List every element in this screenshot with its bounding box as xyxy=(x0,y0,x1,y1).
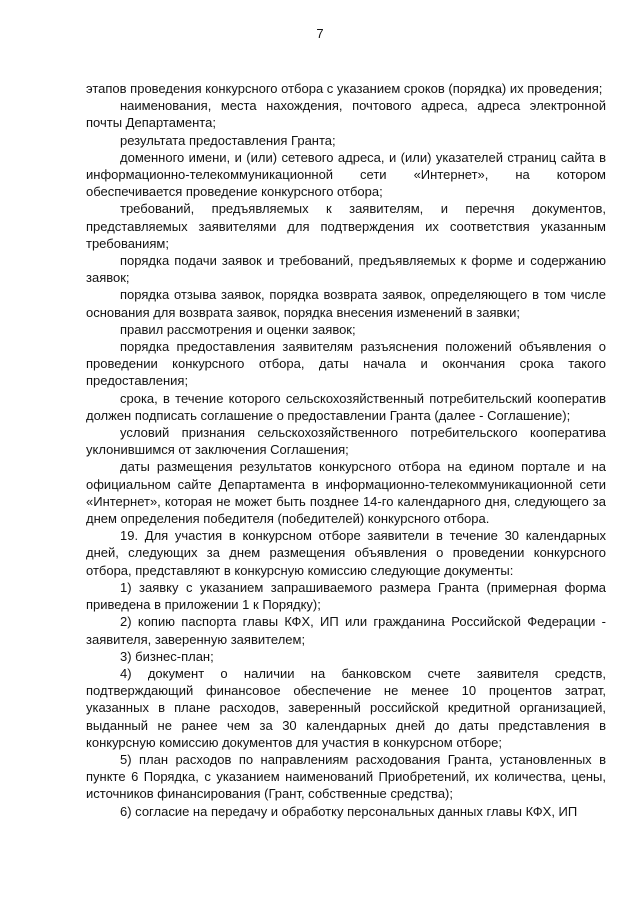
paragraph: 6) согласие на передачу и обработку персональных данных главы КФХ, ИП xyxy=(120,803,578,819)
paragraph: требований, предъявляемых к заявителям, и перечня документов, представляемых заявителями для подтверждения их соответствия указанным требованиям; xyxy=(86,201,606,251)
paragraph: 3) бизнес-план; xyxy=(120,648,214,664)
paragraph: 2) копию паспорта главы КФХ, ИП или гражданина Российской Федерации - заявителя, заверенную заявителем; xyxy=(86,614,606,647)
paragraph: 4) документ о наличии на банковском счете заявителя средств, подтверждающий финансовое обеспечение не менее 10 процентов затрат, указанных в плане расходов, заверенный российской кредитной организацией, выданный не ранее чем за 30 календарных дней до даты представления в конкурсную комиссию документов для участия в конкурсном отборе; xyxy=(86,665,606,750)
paragraph: результата предоставления Гранта; xyxy=(120,132,336,148)
paragraph: порядка предоставления заявителям разъяснения положений объявления о проведении конкурсного отбора, даты начала и окончания срока такого предоставления; xyxy=(86,339,606,389)
paragraph: наименования, места нахождения, почтового адреса, адреса электронной почты Департамента; xyxy=(86,98,606,131)
paragraph: доменного имени, и (или) сетевого адреса, и (или) указателей страниц сайта в информационно-телекоммуникационной сети «Интернет», на котором обеспечивается проведение конкурсного отбора; xyxy=(86,149,606,200)
paragraph: условий признания сельскохозяйственного потребительского кооператива уклонившимся от заключения Соглашения; xyxy=(86,425,606,458)
paragraph: этапов проведения конкурсного отбора с указанием сроков (порядка) их проведения; xyxy=(86,81,603,96)
paragraph: даты размещения результатов конкурсного отбора на едином портале и на официальном сайте Департамента в информационно-телекоммуникационной сети «Интернет», которая не может быть позднее 14-го календарного дня, следующего за днем определения победителя (победителей) конкурсного отбора. xyxy=(86,459,606,527)
paragraph: порядка отзыва заявок, порядка возврата заявок, определяющего в том числе основания для возврата заявок, порядка внесения изменений в заявки; xyxy=(86,287,606,320)
paragraph: 5) план расходов по направлениям расходования Гранта, установленных в пункте 6 Порядка, с указанием наименований Приобретений, их количества, цены, источников финансирования (Грант, собственные средства); xyxy=(86,751,606,802)
paragraph: правил рассмотрения и оценки заявок; xyxy=(120,321,356,337)
paragraph: 1) заявку с указанием запрашиваемого размера Гранта (примерная форма приведена в приложении 1 к Порядку); xyxy=(86,579,606,613)
paragraph: порядка подачи заявок и требований, предъявляемых к форме и содержанию заявок; xyxy=(86,253,606,286)
page-number: 7 xyxy=(316,26,324,41)
document-body xyxy=(86,80,606,820)
paragraph: 19. Для участия в конкурсном отборе заявители в течение 30 календарных дней, следующих за днем размещения объявления о проведении конкурсного отбора, представляют в конкурсную комиссию следующие документы: xyxy=(86,528,606,578)
paragraph: срока, в течение которого сельскохозяйственный потребительский кооператив должен подписать соглашение о предоставлении Гранта (далее - Соглашение); xyxy=(86,390,606,423)
